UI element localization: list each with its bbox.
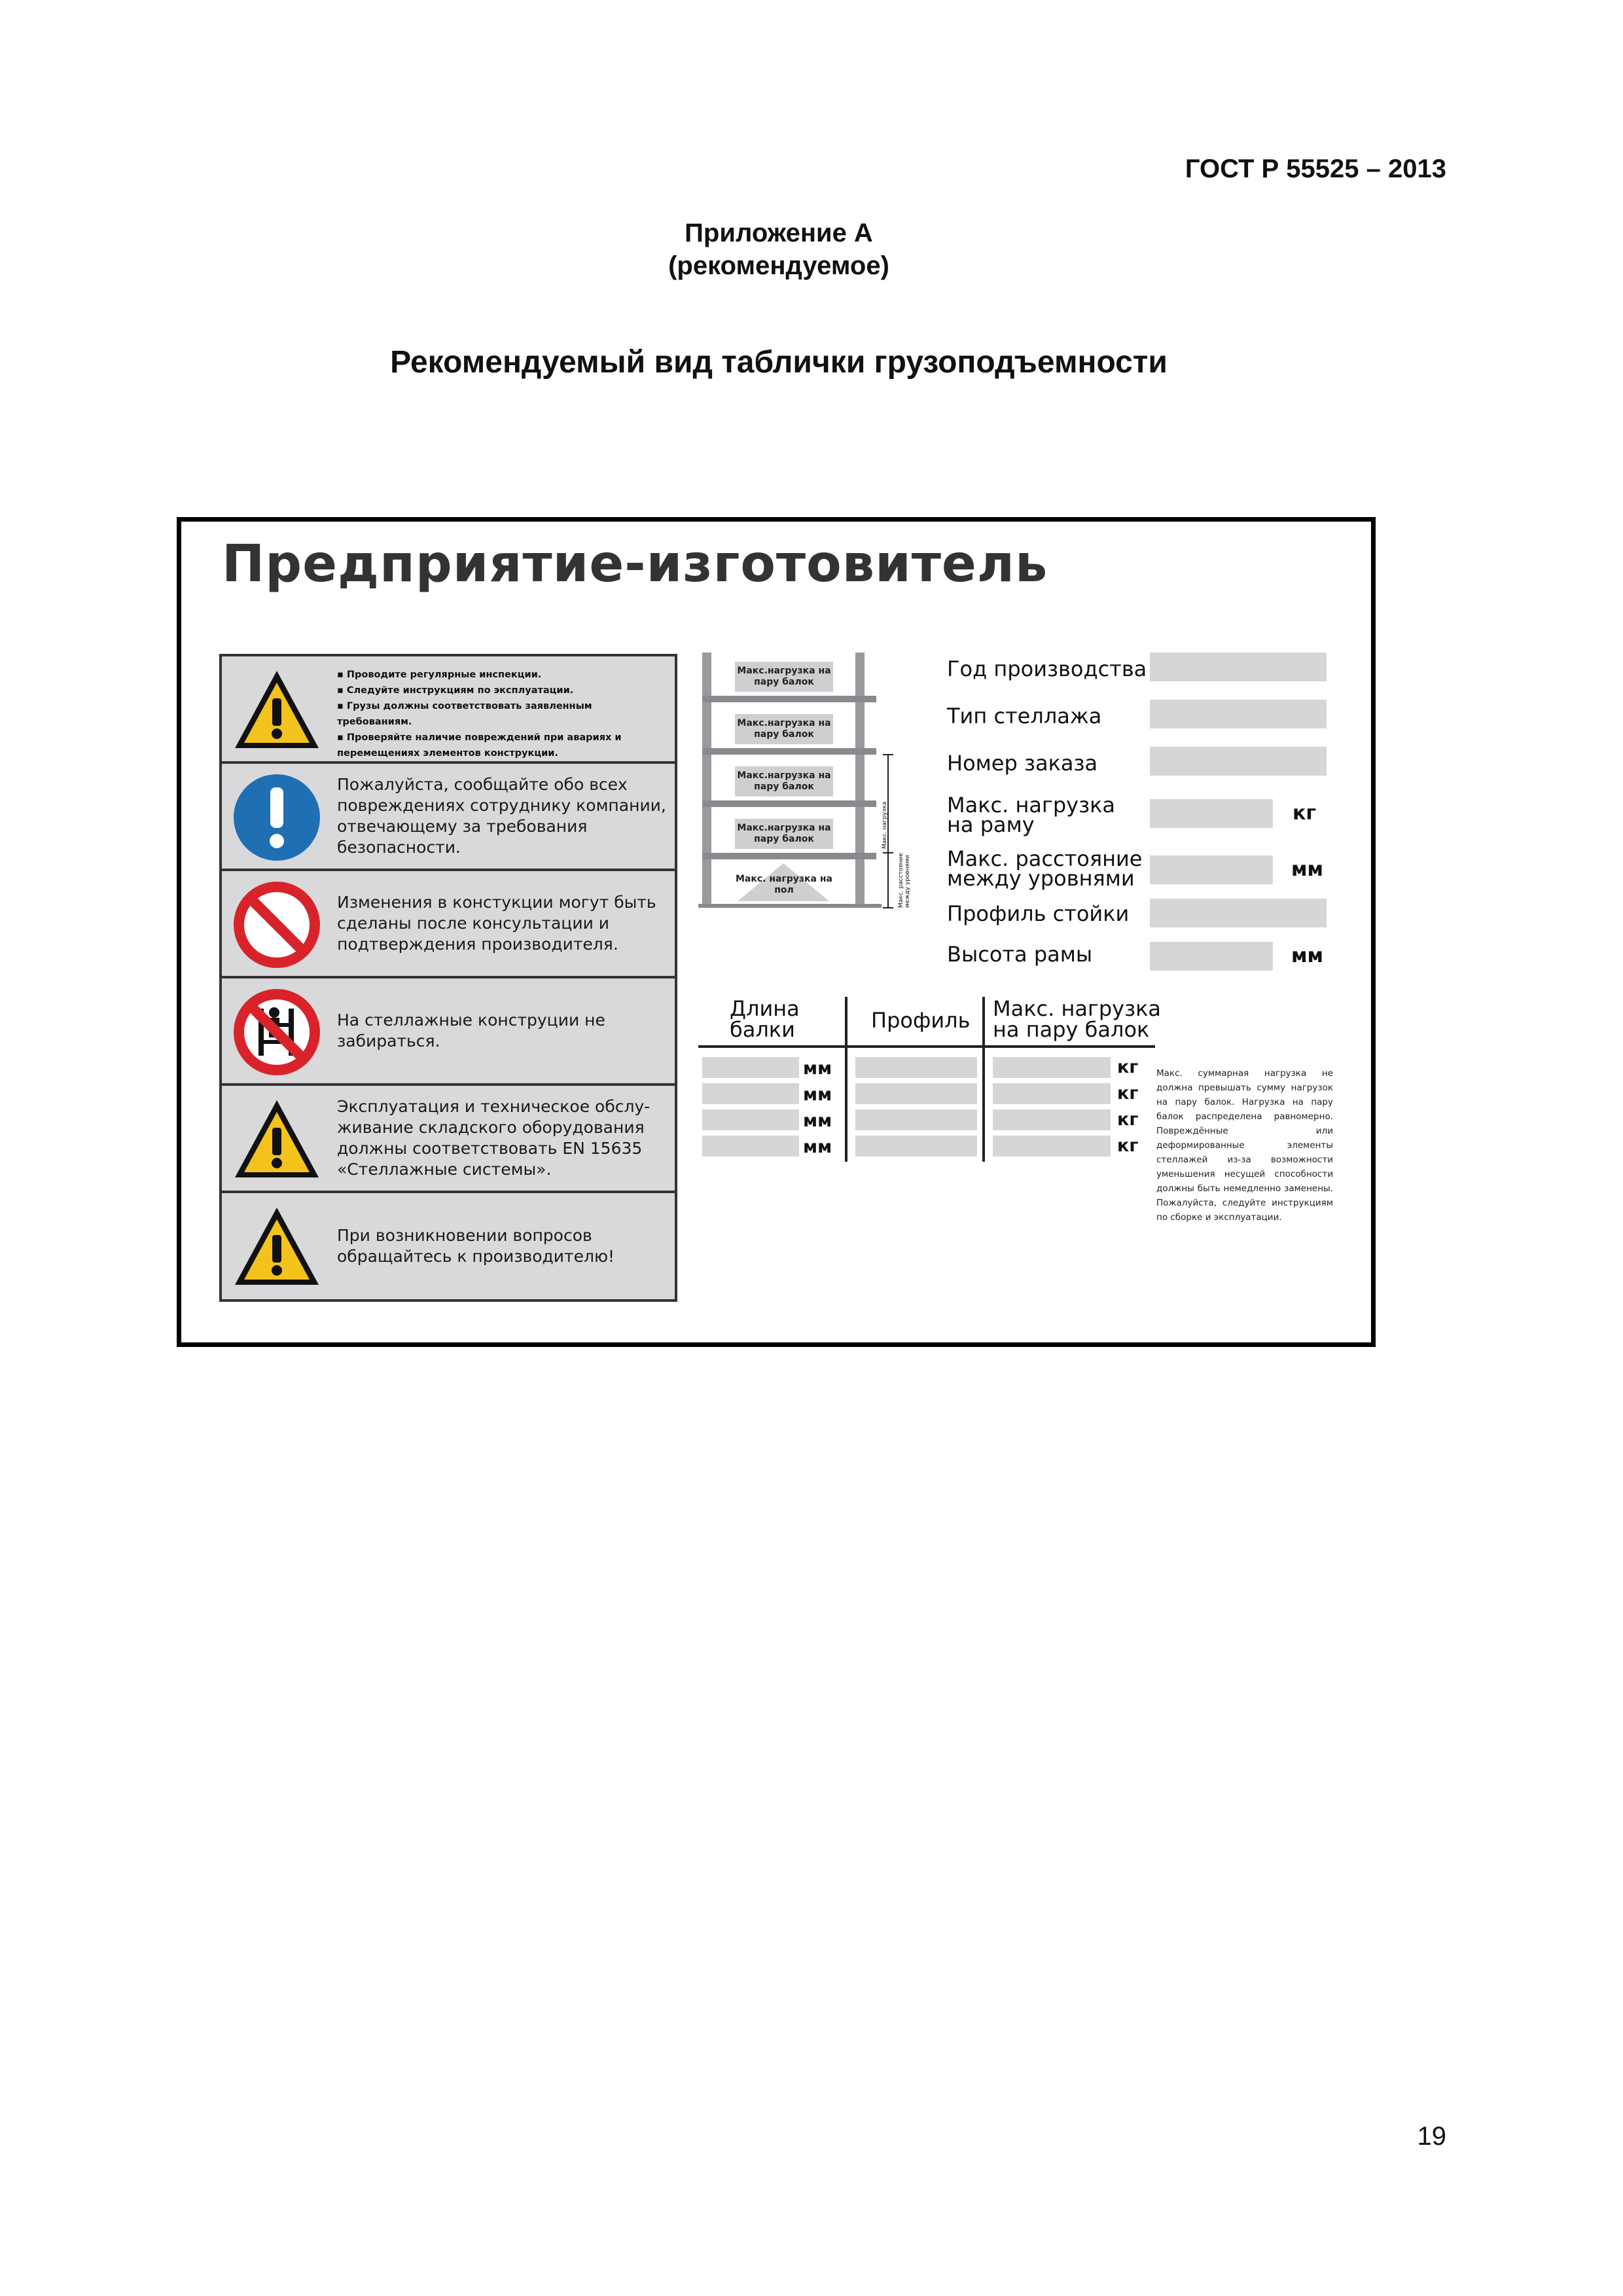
rack-side-label-1: Макс. нагрузка (882, 801, 888, 849)
beam-length-cell-2[interactable] (702, 1083, 799, 1104)
beam-profile-cell-1[interactable] (855, 1057, 977, 1078)
load-capacity-plate (177, 517, 1376, 1347)
mandatory-info-icon (231, 772, 323, 863)
warning-row-questions (222, 1193, 675, 1299)
beam-length-unit-4: мм (803, 1137, 832, 1157)
plate-title: Предприятие-изготовитель (222, 535, 1048, 594)
unit-mm-distance: мм (1291, 858, 1324, 881)
inspection-list: ▪ Проводите регулярные инспекции. ▪ Следуйте инструкциям по эксплуатации. ▪ Грузы должны соответствовать заявленным требованиям. ▪ Проверяйте наличие повреждений при авариях и перемещениях элементов конструкции. (337, 667, 668, 761)
no-climbing-icon (231, 986, 323, 1078)
warning-text-standard: Эксплуатация и техническое обслу-живание складского оборудования должны соответствовать EN 15635 «Стеллажные системы». (337, 1097, 651, 1179)
warning-text-climbing: На стеллажные конструции не забираться. (337, 1011, 605, 1050)
page-title: Рекомендуемый вид таблички грузоподъемности (390, 345, 1168, 380)
label-rack-type: Тип стеллажа (947, 704, 1102, 728)
beam-load-cell-3[interactable] (993, 1109, 1111, 1130)
field-order-no[interactable] (1150, 747, 1327, 776)
unit-mm-height: мм (1291, 944, 1324, 967)
warnings-panel (219, 654, 677, 1302)
label-year: Год производства (947, 656, 1147, 681)
prohibition-icon (231, 879, 323, 971)
rack-side-label-2: Макс. расстояние между уровнями (898, 853, 911, 908)
rack-floor-label: Макс. нагрузка на пол (735, 874, 833, 895)
beam-profile-cell-4[interactable] (855, 1136, 977, 1157)
beam-length-cell-1[interactable] (702, 1057, 799, 1078)
warning-triangle-icon (231, 1094, 323, 1185)
beam-load-cell-4[interactable] (993, 1136, 1111, 1157)
warning-row-climbing (222, 978, 675, 1086)
rack-level-label-1: Макс.нагрузка на пару балок (735, 662, 833, 692)
rack-level-label-3: Макс.нагрузка на пару балок (735, 766, 833, 797)
beam-load-unit-4: кг (1117, 1136, 1139, 1156)
field-max-level-distance[interactable] (1150, 855, 1273, 884)
beam-length-unit-2: мм (803, 1085, 832, 1105)
label-order-no: Номер заказа (947, 751, 1098, 776)
beam-col-profile: Профиль (871, 1008, 971, 1033)
rack-level-label-4: Макс.нагрузка на пару балок (735, 819, 833, 849)
field-year[interactable] (1150, 653, 1327, 681)
warning-row-report (222, 764, 675, 871)
appendix-title: Приложение А (685, 219, 873, 247)
beam-profile-cell-3[interactable] (855, 1109, 977, 1130)
unit-kg-frame: кг (1293, 802, 1317, 825)
warning-row-inspections (222, 656, 675, 764)
beam-profile-cell-2[interactable] (855, 1083, 977, 1104)
warning-text-report: Пожалуйста, сообщайте обо всех повреждениях сотруднику компании, отвечающему за требования безопасности. (337, 775, 666, 857)
beam-col-length: Длина балки (730, 996, 800, 1042)
label-frame-height: Высота рамы (947, 942, 1093, 967)
warning-row-changes (222, 871, 675, 978)
beam-table-rule (698, 1045, 1155, 1048)
beam-load-unit-3: кг (1117, 1109, 1139, 1130)
beam-length-unit-3: мм (803, 1111, 832, 1131)
rack-level-label-2: Макс.нагрузка на пару балок (735, 714, 833, 744)
field-rack-type[interactable] (1150, 700, 1327, 728)
beam-length-cell-3[interactable] (702, 1109, 799, 1130)
load-note: Макс. суммарная нагрузка не должна превышать сумму нагрузок на пару балок. Нагрузка на пару балок распределена равномерно. Повреждённые или деформированные элементы стеллажей из-за возможности уменьшения несущей способности должны быть немедленно заменены. Пожалуйста, следуйте инструкциям по сборке и эксплуатации. (1156, 1068, 1333, 1223)
label-max-level-distance: Макс. расстояние между уровнями (947, 846, 1143, 891)
warning-row-standard (222, 1086, 675, 1193)
field-max-frame-load[interactable] (1150, 799, 1273, 828)
beam-length-cell-4[interactable] (702, 1136, 799, 1157)
warning-triangle-icon (231, 1201, 323, 1293)
beam-length-unit-1: мм (803, 1058, 832, 1079)
label-max-frame-load: Макс. нагрузка на раму (947, 793, 1116, 837)
warning-text-questions: При возникновении вопросов обращайтесь к производителю! (337, 1226, 615, 1266)
field-upright-profile[interactable] (1150, 899, 1327, 927)
beam-table-divider-1 (845, 997, 847, 1162)
field-frame-height[interactable] (1150, 942, 1273, 971)
standard-number: ГОСТ Р 55525 – 2013 (1185, 154, 1446, 183)
beam-load-cell-2[interactable] (993, 1083, 1111, 1104)
warning-text-changes: Изменения в констукции могут быть сделаны после консультации и подтверждения производителя. (337, 893, 656, 954)
beam-load-cell-1[interactable] (993, 1057, 1111, 1078)
beam-load-unit-1: кг (1117, 1057, 1139, 1077)
warning-triangle-icon (231, 664, 323, 756)
beam-col-max-load: Макс. нагрузка на пару балок (993, 996, 1162, 1042)
beam-table-divider-2 (982, 997, 985, 1162)
rack-diagram (698, 653, 947, 914)
page-number: 19 (1417, 2122, 1446, 2151)
appendix-note: (рекомендуемое) (668, 251, 889, 280)
label-upright-profile: Профиль стойки (947, 901, 1130, 926)
beam-load-unit-2: кг (1117, 1083, 1139, 1103)
